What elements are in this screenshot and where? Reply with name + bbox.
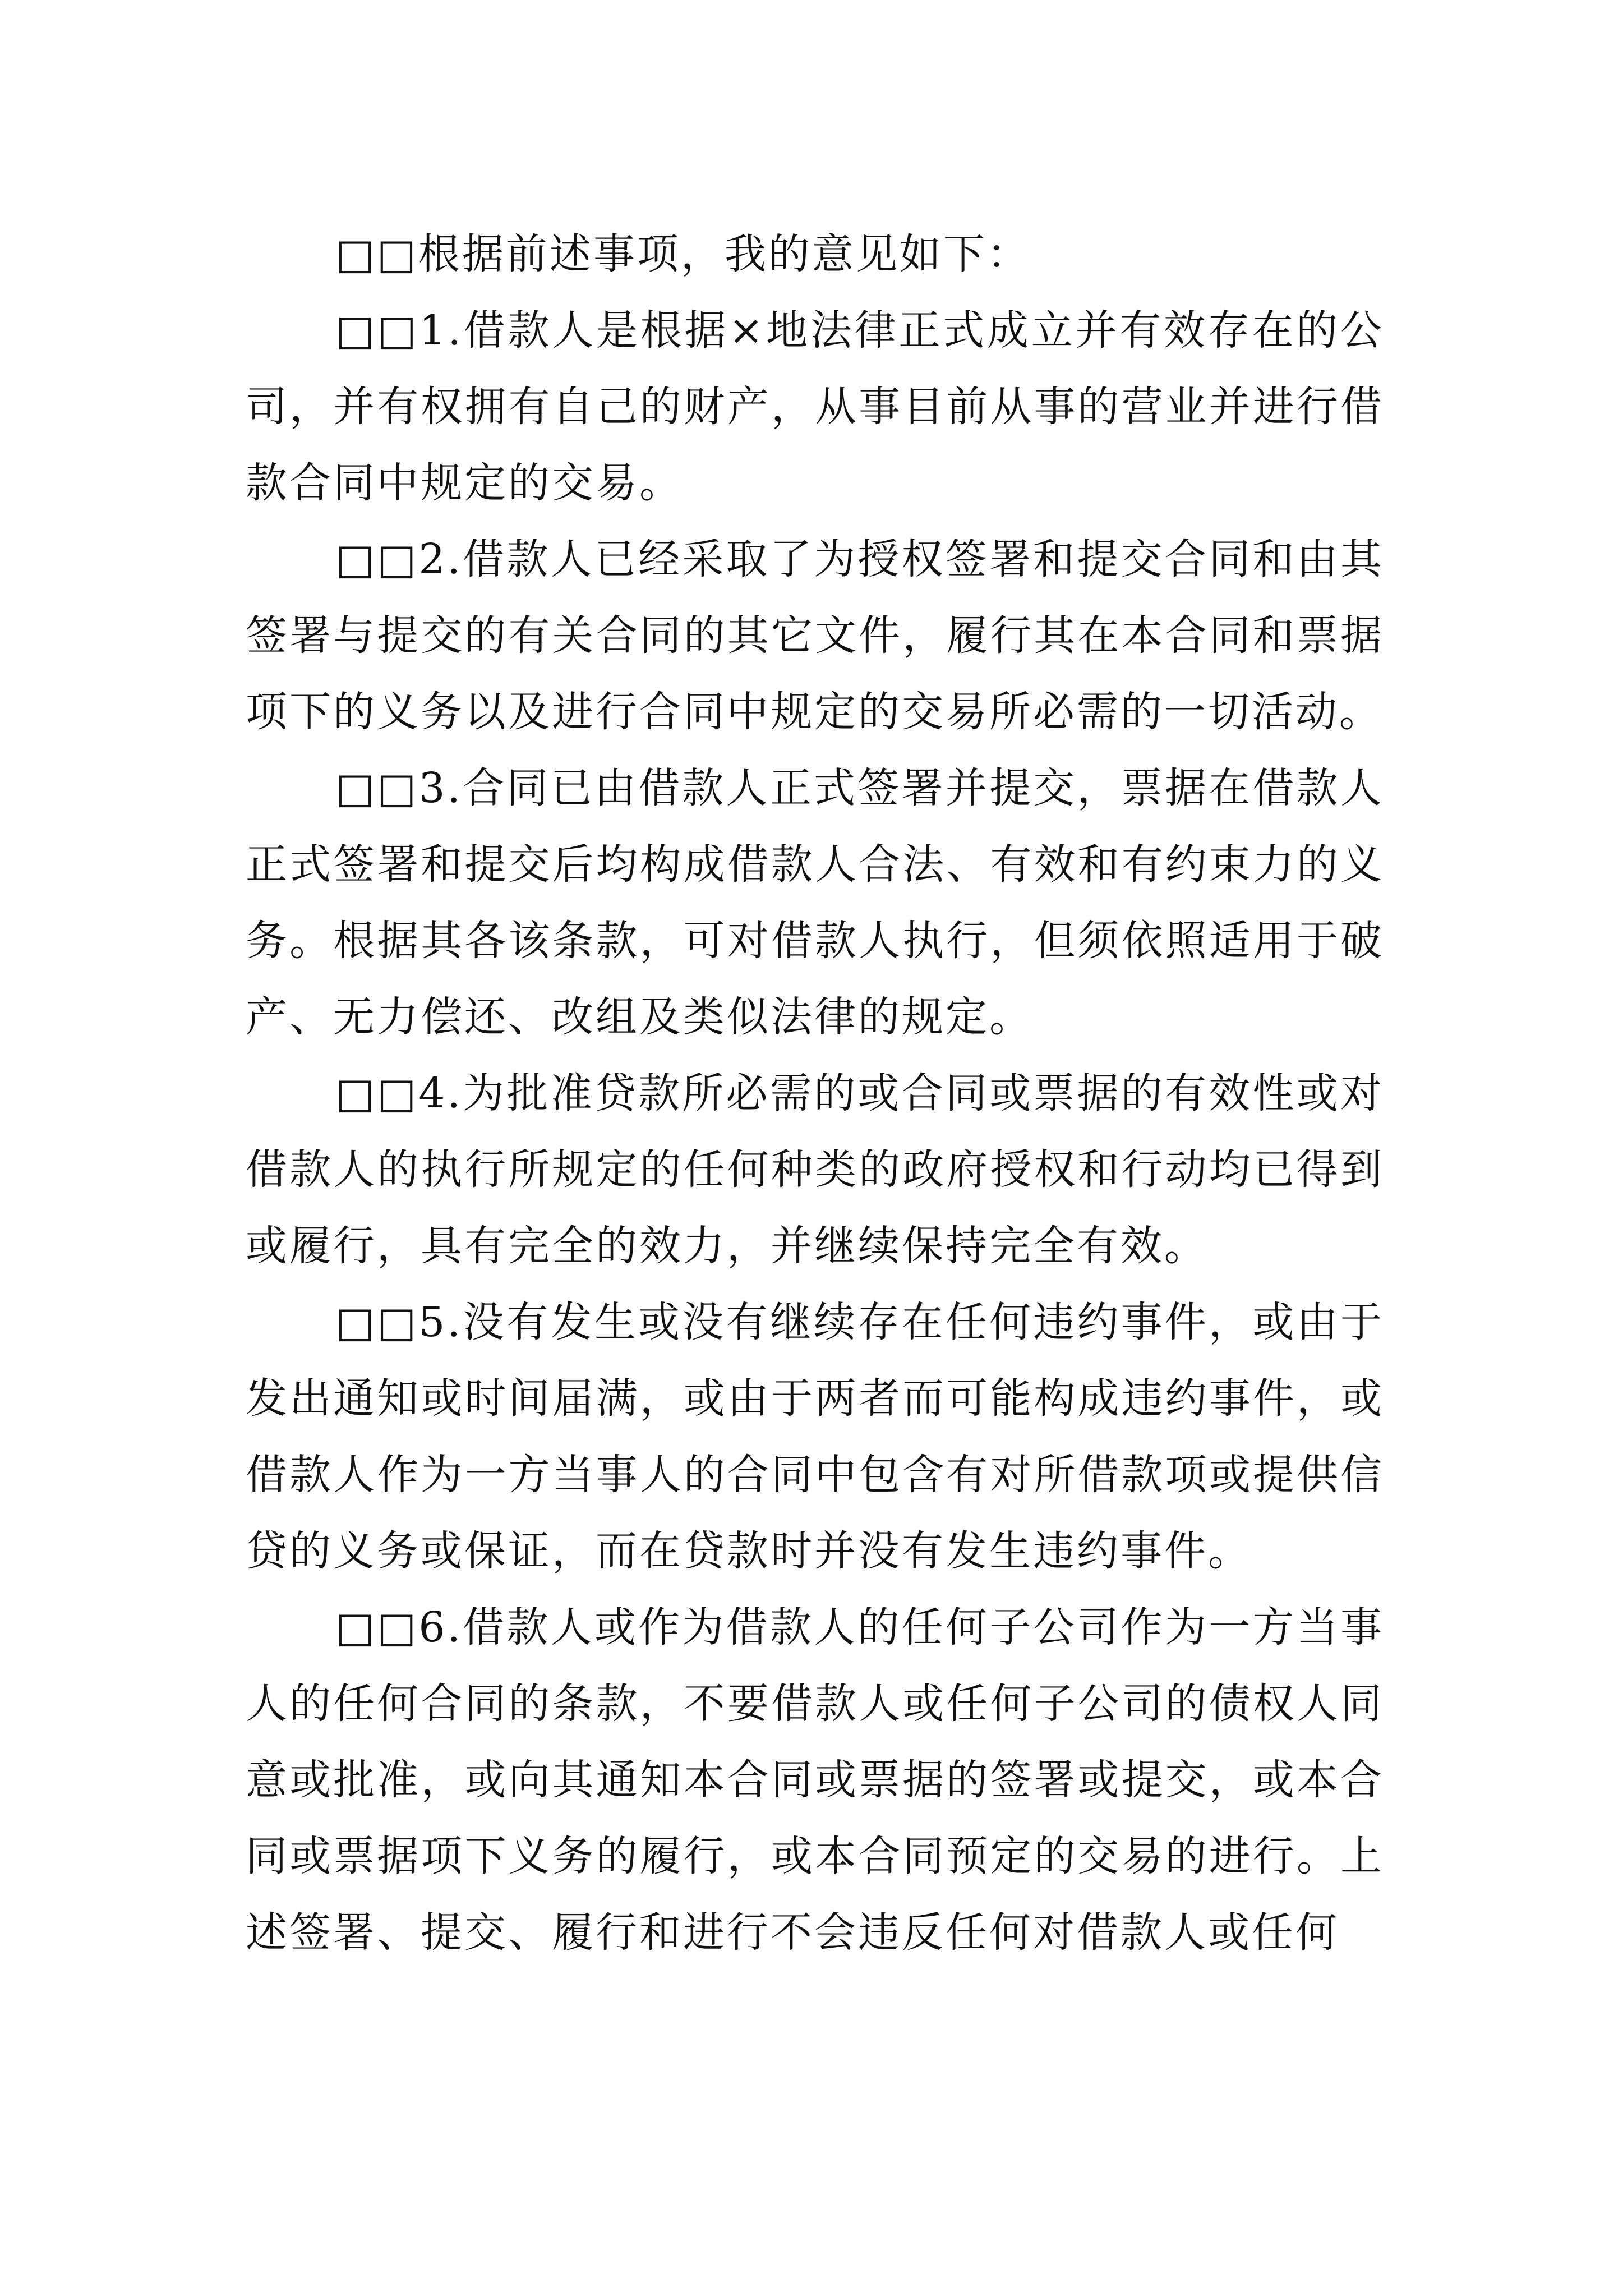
paragraph-item-1: □□1.借款人是根据×地法律正式成立并有效存在的公司，并有权拥有自己的财产，从事目前从事的营业并进行借款合同中规定的交易。 [246,306,1384,507]
paragraph-intro: □□根据前述事项，我的意见如下： [335,230,1031,278]
paragraph-item-4: □□4.为批准贷款所必需的或合同或票据的有效性或对借款人的执行所规定的任何种类的政府授权和行动均已得到或履行，具有完全的效力，并继续保持完全有效。 [246,1069,1384,1270]
paragraph-item-6: □□6.借款人或作为借款人的任何子公司作为一方当事人的任何合同的条款，不要借款人或任何子公司的债权人同意或批准，或向其通知本合同或票据的签署或提交，或本合同或票据项下义务的履行，或本合同预定的交易的进行。上述签署、提交、履行和进行不会违反任何对借款人或任何 [246,1603,1384,1957]
paragraph-item-5: □□5.没有发生或没有继续存在任何违约事件，或由于发出通知或时间届满，或由于两者而可能构成违约事件，或借款人作为一方当事人的合同中包含有对所借款项或提供信贷的义务或保证，而在贷款时并没有发生违约事件。 [246,1298,1384,1575]
paragraph-item-3: □□3.合同已由借款人正式签署并提交，票据在借款人正式签署和提交后均构成借款人合法、有效和有约束力的义务。根据其各该条款，可对借款人执行，但须依照适用于破产、无力偿还、改组及类似法律的规定。 [246,764,1384,1041]
document-body [246,216,1384,1971]
paragraph-item-2: □□2.借款人已经采取了为授权签署和提交合同和由其签署与提交的有关合同的其它文件，履行其在本合同和票据项下的义务以及进行合同中规定的交易所必需的一切活动。 [246,535,1384,736]
